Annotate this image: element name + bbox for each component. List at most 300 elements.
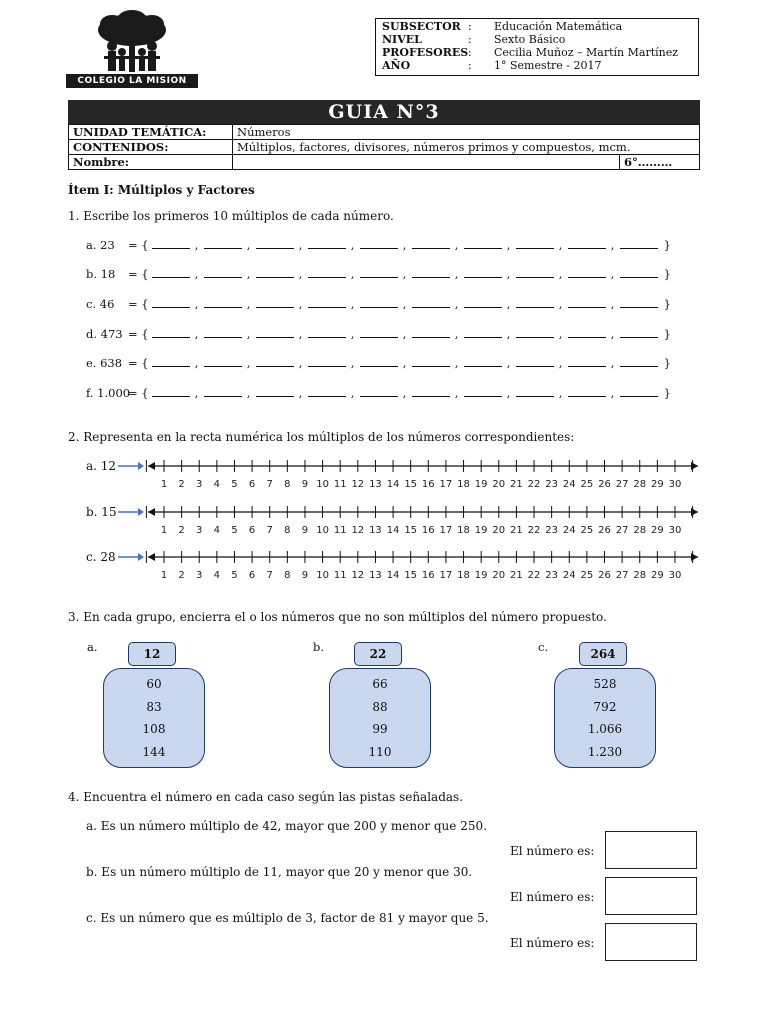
tick-label: 22 <box>527 570 541 581</box>
multiple-blank[interactable] <box>568 356 606 367</box>
multiple-blank[interactable] <box>516 238 554 249</box>
multiple-blank[interactable] <box>412 356 450 367</box>
tick-label: 10 <box>316 525 329 536</box>
tick-label: 15 <box>404 525 418 536</box>
comma: , <box>610 297 615 311</box>
info-value: Sexto Básico <box>494 33 566 46</box>
tick-label: 11 <box>333 570 347 581</box>
answer-label: El número es: <box>510 844 595 858</box>
multiples-row <box>86 238 671 252</box>
tick-label: 24 <box>562 479 576 490</box>
comma: , <box>610 267 615 281</box>
tick-label: 12 <box>351 525 365 536</box>
multiple-blank[interactable] <box>152 327 190 338</box>
comma: , <box>246 327 251 341</box>
multiple-blank[interactable] <box>412 267 450 278</box>
multiple-blank[interactable] <box>308 267 346 278</box>
multiple-blank[interactable] <box>256 297 294 308</box>
info-colon: : <box>468 59 472 72</box>
comma: , <box>246 267 251 281</box>
answer-label: El número es: <box>510 936 595 950</box>
comma: , <box>610 386 615 400</box>
tick-label: 22 <box>527 525 541 536</box>
multiple-blank[interactable] <box>568 297 606 308</box>
comma: , <box>558 297 563 311</box>
number-line[interactable] <box>114 502 704 536</box>
group-letter: a. <box>87 640 98 654</box>
guia-header-table <box>68 124 700 170</box>
info-row <box>382 20 692 33</box>
multiples-row <box>86 267 671 281</box>
tick-label: 17 <box>439 479 453 490</box>
tick-label: 23 <box>545 525 559 536</box>
info-key: NIVEL <box>382 33 422 46</box>
tick-label: 2 <box>178 479 185 490</box>
tick-label: 10 <box>316 570 329 581</box>
comma: , <box>350 297 355 311</box>
group-body <box>329 668 431 768</box>
comma: , <box>454 386 459 400</box>
tick-label: 14 <box>386 479 400 490</box>
tick-label: 23 <box>545 570 559 581</box>
group-number[interactable]: 60 <box>146 677 162 691</box>
multiple-blank[interactable] <box>308 356 346 367</box>
tick-label: 26 <box>598 570 611 581</box>
tick-label: 21 <box>510 479 523 490</box>
q1-prompt: 1. Escribe los primeros 10 múltiplos de cada número. <box>68 209 394 223</box>
set-open: = { <box>128 297 149 311</box>
tick-label: 15 <box>404 479 418 490</box>
comma: , <box>246 356 251 370</box>
tick-label: 30 <box>668 479 682 490</box>
tick-label: 8 <box>284 570 291 581</box>
multiple-blank[interactable] <box>360 327 398 338</box>
tick-label: 9 <box>301 479 309 490</box>
multiple-blank[interactable] <box>516 267 554 278</box>
comma: , <box>506 327 511 341</box>
multiples-label: a. 23 <box>86 238 115 252</box>
tick-label: 2 <box>178 525 185 536</box>
clue-text: c. Es un número que es múltiplo de 3, factor de 81 y mayor que 5. <box>86 911 489 925</box>
group-number[interactable]: 528 <box>593 677 617 691</box>
tick-label: 30 <box>668 570 682 581</box>
multiple-blank[interactable] <box>256 327 294 338</box>
group-head: 22 <box>354 642 402 666</box>
comma: , <box>610 327 615 341</box>
q2-prompt: 2. Representa en la recta numérica los múltiplos de los números correspondientes: <box>68 430 575 444</box>
tick-label: 18 <box>457 525 470 536</box>
comma: , <box>246 238 251 252</box>
clue-text: a. Es un número múltiplo de 42, mayor que 200 y menor que 250. <box>86 819 487 833</box>
set-open: = { <box>128 238 149 252</box>
comma: , <box>298 238 303 252</box>
multiple-blank[interactable] <box>204 356 242 367</box>
comma: , <box>402 297 407 311</box>
tick-label: 27 <box>615 479 629 490</box>
number-line-label: a. 12 <box>86 459 117 473</box>
group-letter: b. <box>313 640 325 654</box>
comma: , <box>454 356 459 370</box>
comma: , <box>350 356 355 370</box>
contenidos-label: CONTENIDOS: <box>69 140 233 155</box>
comma: , <box>558 386 563 400</box>
tick-label: 8 <box>284 525 291 536</box>
tick-label: 6 <box>248 525 256 536</box>
set-close: } <box>663 356 671 370</box>
tick-label: 5 <box>231 479 238 490</box>
multiple-blank[interactable] <box>360 386 398 397</box>
tick-label: 19 <box>474 570 488 581</box>
multiple-blank[interactable] <box>412 238 450 249</box>
info-colon: : <box>468 33 472 46</box>
multiple-blank[interactable] <box>360 297 398 308</box>
multiple-blank[interactable] <box>308 327 346 338</box>
tick-label: 18 <box>457 570 470 581</box>
tick-label: 14 <box>386 525 400 536</box>
multiple-blank[interactable] <box>256 267 294 278</box>
multiple-blank[interactable] <box>360 238 398 249</box>
comma: , <box>350 327 355 341</box>
tick-label: 25 <box>580 525 594 536</box>
tick-label: 27 <box>615 525 629 536</box>
arrow-head-icon <box>138 462 144 470</box>
tick-label: 13 <box>369 479 382 490</box>
clue-text: b. Es un número múltiplo de 11, mayor que 20 y menor que 30. <box>86 865 473 879</box>
tick-label: 14 <box>386 570 400 581</box>
tick-label: 4 <box>213 570 221 581</box>
multiples-label: b. 18 <box>86 267 116 281</box>
number-line[interactable] <box>114 547 704 581</box>
tick-label: 10 <box>316 479 329 490</box>
info-key: SUBSECTOR <box>382 20 461 33</box>
comma: , <box>194 238 199 252</box>
group-number[interactable]: 792 <box>593 699 617 714</box>
multiples-label: c. 46 <box>86 297 115 311</box>
comma: , <box>246 386 251 400</box>
comma: , <box>610 356 615 370</box>
tick-label: 5 <box>231 525 238 536</box>
multiple-blank[interactable] <box>464 386 502 397</box>
left-arrow-icon <box>148 553 155 561</box>
group-head: 264 <box>579 642 627 666</box>
tick-label: 25 <box>580 570 594 581</box>
group-number[interactable]: 144 <box>142 744 166 759</box>
comma: , <box>454 267 459 281</box>
tick-label: 23 <box>545 479 559 490</box>
tick-label: 7 <box>266 479 273 490</box>
tick-label: 3 <box>196 570 203 581</box>
multiple-blank[interactable] <box>152 238 190 249</box>
comma: , <box>558 238 563 252</box>
comma: , <box>558 327 563 341</box>
multiple-blank[interactable] <box>464 238 502 249</box>
answer-box[interactable] <box>605 923 697 961</box>
info-row <box>382 33 692 46</box>
multiples-label: f. 1.000 <box>86 386 131 400</box>
tick-label: 30 <box>668 525 682 536</box>
tick-label: 6 <box>248 479 256 490</box>
multiple-blank[interactable] <box>152 356 190 367</box>
comma: , <box>194 386 199 400</box>
multiples-label: e. 638 <box>86 356 123 370</box>
info-box <box>375 18 699 76</box>
tick-label: 29 <box>650 479 664 490</box>
right-arrow-icon <box>691 508 698 516</box>
group-body <box>554 668 656 768</box>
tick-label: 16 <box>421 479 435 490</box>
nombre-field[interactable] <box>233 155 620 170</box>
tick-label: 26 <box>598 525 611 536</box>
multiple-blank[interactable] <box>568 238 606 249</box>
multiple-blank[interactable] <box>568 327 606 338</box>
tick-label: 4 <box>213 525 221 536</box>
multiple-blank[interactable] <box>464 267 502 278</box>
tick-label: 3 <box>196 525 203 536</box>
multiple-blank[interactable] <box>568 386 606 397</box>
info-value: Educación Matemática <box>494 20 623 33</box>
multiple-blank[interactable] <box>256 238 294 249</box>
multiple-blank[interactable] <box>464 356 502 367</box>
group-letter: c. <box>538 640 549 654</box>
unidad-label: UNIDAD TEMÁTICA: <box>69 125 233 140</box>
left-arrow-icon <box>148 462 155 470</box>
tick-label: 15 <box>404 570 418 581</box>
tick-label: 17 <box>439 525 453 536</box>
arrow-head-icon <box>138 553 144 561</box>
tick-label: 19 <box>474 525 488 536</box>
number-line-label: c. 28 <box>86 550 116 564</box>
group-body <box>103 668 205 768</box>
comma: , <box>298 267 303 281</box>
tree-family-icon <box>66 10 198 76</box>
right-arrow-icon <box>691 462 698 470</box>
tick-label: 16 <box>421 570 435 581</box>
item-title: Ítem I: Múltiplos y Factores <box>68 183 255 197</box>
multiple-blank[interactable] <box>620 297 658 308</box>
set-close: } <box>663 386 671 400</box>
multiple-blank[interactable] <box>516 327 554 338</box>
tick-label: 19 <box>474 479 488 490</box>
multiple-blank[interactable] <box>516 297 554 308</box>
tick-label: 7 <box>266 570 273 581</box>
set-open: = { <box>128 327 149 341</box>
comma: , <box>194 356 199 370</box>
comma: , <box>558 267 563 281</box>
tick-label: 24 <box>562 570 576 581</box>
comma: , <box>402 267 407 281</box>
tick-label: 3 <box>196 479 203 490</box>
comma: , <box>506 267 511 281</box>
curso-value[interactable]: 6°……… <box>620 155 700 170</box>
multiple-blank[interactable] <box>204 327 242 338</box>
nombre-label: Nombre: <box>69 155 233 170</box>
tick-label: 1 <box>160 479 168 490</box>
answer-box[interactable] <box>605 831 697 869</box>
comma: , <box>402 327 407 341</box>
tick-label: 21 <box>510 525 523 536</box>
guia-title: GUIA N°3 <box>68 100 700 124</box>
group-number[interactable]: 110 <box>368 744 392 759</box>
tick-label: 20 <box>492 525 506 536</box>
comma: , <box>194 297 199 311</box>
contenidos-value: Múltiplos, factores, divisores, números primos y compuestos, mcm. <box>233 140 700 155</box>
tick-label: 28 <box>633 479 647 490</box>
group-number[interactable]: 66 <box>372 677 388 691</box>
tick-label: 22 <box>527 479 541 490</box>
multiple-blank[interactable] <box>464 327 502 338</box>
tick-label: 2 <box>178 570 185 581</box>
tick-label: 9 <box>301 570 309 581</box>
multiple-blank[interactable] <box>620 238 658 249</box>
tick-label: 16 <box>421 525 435 536</box>
tick-label: 7 <box>266 525 273 536</box>
q4-prompt: 4. Encuentra el número en cada caso según las pistas señaladas. <box>68 790 464 804</box>
multiple-blank[interactable] <box>568 267 606 278</box>
info-value: Cecilia Muñoz – Martín Martínez <box>494 46 679 59</box>
info-row <box>382 46 692 59</box>
multiple-blank[interactable] <box>204 297 242 308</box>
multiple-blank[interactable] <box>516 356 554 367</box>
comma: , <box>610 238 615 252</box>
tick-label: 8 <box>284 479 291 490</box>
multiple-blank[interactable] <box>256 356 294 367</box>
comma: , <box>506 238 511 252</box>
tick-label: 28 <box>633 525 647 536</box>
tick-label: 1 <box>160 525 168 536</box>
tick-label: 29 <box>650 570 664 581</box>
logo-caption: COLEGIO LA MISION <box>66 74 198 88</box>
multiple-blank[interactable] <box>308 238 346 249</box>
info-colon: : <box>468 46 472 59</box>
answer-label: El número es: <box>510 890 595 904</box>
q3-prompt: 3. En cada grupo, encierra el o los números que no son múltiplos del número propuesto. <box>68 610 607 624</box>
multiple-blank[interactable] <box>620 356 658 367</box>
group-number[interactable]: 1.230 <box>587 744 623 759</box>
tick-label: 26 <box>598 479 611 490</box>
tick-label: 12 <box>351 570 365 581</box>
tick-label: 11 <box>333 525 347 536</box>
multiple-blank[interactable] <box>620 267 658 278</box>
multiples-row <box>86 297 671 311</box>
comma: , <box>558 356 563 370</box>
set-open: = { <box>128 386 149 400</box>
multiples-label: d. 473 <box>86 327 123 341</box>
comma: , <box>194 267 199 281</box>
multiple-blank[interactable] <box>204 238 242 249</box>
right-arrow-icon <box>691 553 698 561</box>
comma: , <box>350 238 355 252</box>
info-key: AÑO <box>382 59 411 72</box>
multiple-blank[interactable] <box>360 356 398 367</box>
multiple-blank[interactable] <box>516 386 554 397</box>
multiples-row <box>86 327 671 341</box>
info-key: PROFESORES <box>382 46 469 59</box>
number-line[interactable] <box>114 456 704 490</box>
multiples-row <box>86 356 671 370</box>
comma: , <box>402 356 407 370</box>
tick-label: 29 <box>650 525 664 536</box>
multiple-blank[interactable] <box>464 297 502 308</box>
set-close: } <box>663 297 671 311</box>
group-number[interactable]: 88 <box>372 699 388 714</box>
unidad-value: Números <box>233 125 700 140</box>
multiple-blank[interactable] <box>360 267 398 278</box>
tick-label: 12 <box>351 479 365 490</box>
tick-label: 13 <box>369 570 382 581</box>
comma: , <box>454 327 459 341</box>
group-number[interactable]: 99 <box>372 722 388 736</box>
set-open: = { <box>128 356 149 370</box>
answer-box[interactable] <box>605 877 697 915</box>
comma: , <box>506 356 511 370</box>
left-arrow-icon <box>148 508 155 516</box>
multiple-blank[interactable] <box>412 327 450 338</box>
multiple-blank[interactable] <box>308 297 346 308</box>
tick-label: 11 <box>333 479 347 490</box>
comma: , <box>350 267 355 281</box>
arrow-head-icon <box>138 508 144 516</box>
multiple-blank[interactable] <box>204 386 242 397</box>
set-close: } <box>663 327 671 341</box>
multiple-blank[interactable] <box>152 297 190 308</box>
tick-label: 20 <box>492 479 506 490</box>
multiple-blank[interactable] <box>204 267 242 278</box>
tick-label: 27 <box>615 570 629 581</box>
group-number[interactable]: 83 <box>146 699 162 714</box>
info-value: 1° Semestre - 2017 <box>494 59 602 72</box>
multiple-blank[interactable] <box>620 386 658 397</box>
multiple-blank[interactable] <box>308 386 346 397</box>
comma: , <box>350 386 355 400</box>
multiple-blank[interactable] <box>152 386 190 397</box>
set-close: } <box>663 267 671 281</box>
comma: , <box>454 238 459 252</box>
multiple-blank[interactable] <box>412 386 450 397</box>
multiple-blank[interactable] <box>256 386 294 397</box>
tick-label: 25 <box>580 479 594 490</box>
tick-label: 4 <box>213 479 221 490</box>
comma: , <box>506 297 511 311</box>
tick-label: 20 <box>492 570 506 581</box>
comma: , <box>246 297 251 311</box>
group-number[interactable]: 1.066 <box>587 722 623 736</box>
multiples-row <box>86 386 671 400</box>
tick-label: 13 <box>369 525 382 536</box>
set-open: = { <box>128 267 149 281</box>
tick-label: 5 <box>231 570 238 581</box>
tick-label: 18 <box>457 479 470 490</box>
tick-label: 24 <box>562 525 576 536</box>
number-line-label: b. 15 <box>86 505 117 519</box>
comma: , <box>402 238 407 252</box>
group-head: 12 <box>128 642 176 666</box>
multiple-blank[interactable] <box>412 297 450 308</box>
set-close: } <box>663 238 671 252</box>
multiple-blank[interactable] <box>620 327 658 338</box>
tick-label: 28 <box>633 570 647 581</box>
group-number[interactable]: 108 <box>142 722 166 736</box>
info-row <box>382 59 692 72</box>
tick-label: 9 <box>301 525 309 536</box>
comma: , <box>454 297 459 311</box>
comma: , <box>402 386 407 400</box>
info-colon: : <box>468 20 472 33</box>
tick-label: 6 <box>248 570 256 581</box>
comma: , <box>298 327 303 341</box>
comma: , <box>194 327 199 341</box>
comma: , <box>298 297 303 311</box>
multiple-blank[interactable] <box>152 267 190 278</box>
